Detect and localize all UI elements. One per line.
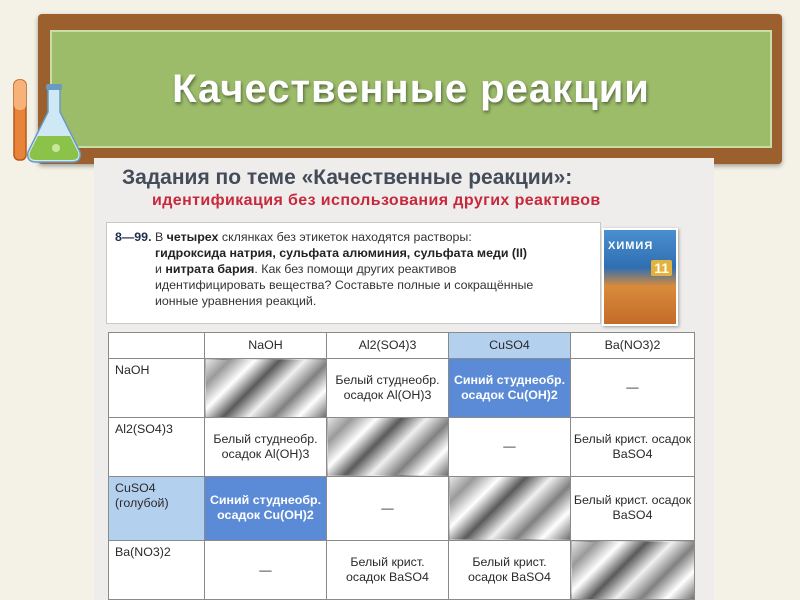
- row-header: Al2(SO4)3: [109, 417, 205, 476]
- task-text-bold: нитрата бария: [165, 262, 255, 276]
- table-cell-highlight: Синий студнеобр. осадок Cu(OH)2: [449, 359, 571, 418]
- lab-flask-icon: [8, 70, 88, 170]
- diagonal-cell: [327, 417, 449, 476]
- table-header-row: [109, 333, 695, 359]
- book-title: ХИМИЯ: [608, 240, 654, 252]
- table-row: [109, 541, 695, 600]
- table-cell: —: [571, 359, 695, 418]
- slide-title: Качественные реакции: [172, 66, 650, 111]
- table-cell: Белый студнеобр. осадок Al(OH)3: [327, 359, 449, 418]
- content-panel: [94, 158, 714, 600]
- task-text-bold: гидроксида натрия, сульфата алюминия, сульфата меди (II): [155, 246, 528, 260]
- task-subheading: идентификация без использования других реактивов: [152, 192, 601, 209]
- textbook-cover-icon: [602, 228, 678, 326]
- task-text-box: [106, 222, 601, 324]
- col-header: NaOH: [205, 333, 327, 359]
- task-line-4: идентифицировать вещества? Составьте полные и сокращённые: [155, 278, 534, 292]
- book-grade: 11: [651, 260, 672, 276]
- table-cell: Белый студнеобр. осадок Al(OH)3: [205, 417, 327, 476]
- task-line-2: [115, 245, 594, 261]
- table-row: [109, 417, 695, 476]
- col-header: Ba(NO3)2: [571, 333, 695, 359]
- table-cell: Белый крист. осадок BaSO4: [327, 541, 449, 600]
- title-banner: [50, 30, 772, 148]
- row-header: Ba(NO3)2: [109, 541, 205, 600]
- task-text-bold: четырех: [166, 230, 219, 244]
- task-text: В: [151, 230, 167, 244]
- row-header: CuSO4 (голубой): [109, 476, 205, 540]
- row-header: NaOH: [109, 359, 205, 418]
- table-cell-highlight: Синий студнеобр. осадок Cu(OH)2: [205, 476, 327, 540]
- task-number: 8—99.: [115, 230, 152, 244]
- task-text: . Как без помощи других реактивов: [254, 262, 457, 276]
- diagonal-cell: [449, 476, 571, 540]
- table-cell: —: [205, 541, 327, 600]
- table-row: [109, 359, 695, 418]
- table-cell: Белый крист. осадок BaSO4: [571, 417, 695, 476]
- table-cell: —: [449, 417, 571, 476]
- table-cell: Белый крист. осадок BaSO4: [449, 541, 571, 600]
- table-cell: —: [327, 476, 449, 540]
- table-corner: [109, 333, 205, 359]
- col-header: Al2(SO4)3: [327, 333, 449, 359]
- diagonal-cell: [205, 359, 327, 418]
- reactions-table: [108, 332, 695, 600]
- task-text: склянках без этикеток находятся растворы:: [218, 230, 472, 244]
- task-text: и: [155, 262, 166, 276]
- task-line-1: [115, 229, 594, 245]
- diagonal-cell: [571, 541, 695, 600]
- table-cell: Белый крист. осадок BaSO4: [571, 476, 695, 540]
- col-header: CuSO4: [449, 333, 571, 359]
- task-line-5: ионные уравнения реакций.: [155, 294, 317, 308]
- task-line-3: [115, 261, 594, 277]
- task-heading: Задания по теме «Качественные реакции»:: [122, 166, 573, 189]
- table-row: [109, 476, 695, 540]
